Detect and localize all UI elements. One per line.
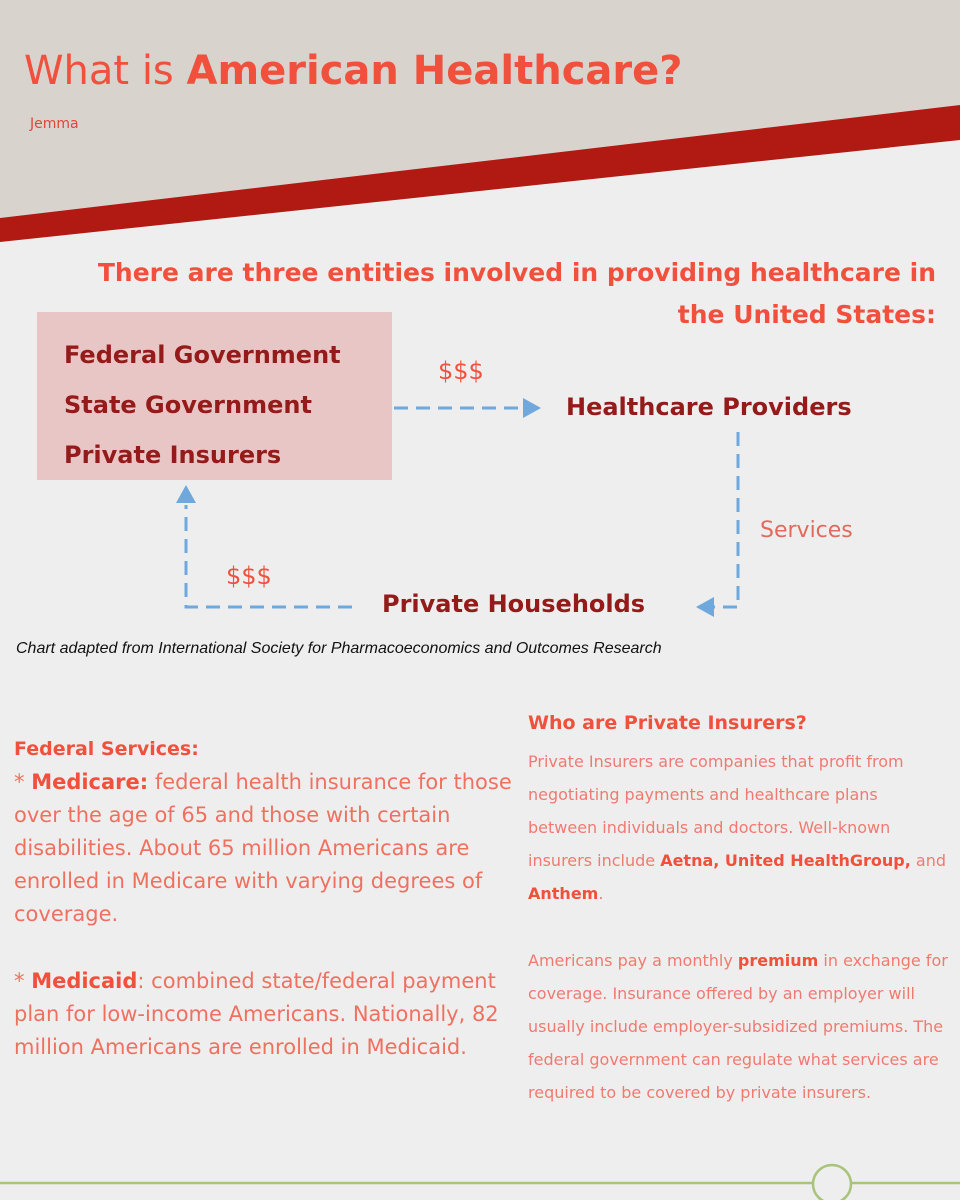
money-label-top: $$$ bbox=[438, 357, 484, 385]
author-name: Jemma bbox=[30, 116, 79, 132]
medicaid-paragraph: * Medicaid: combined state/federal payment plan for low-income Americans. Nationally, 82 million Americans are enrolled in Medicaid. bbox=[14, 969, 499, 1059]
payer-state-government: State Government bbox=[64, 391, 312, 419]
federal-services-heading: Federal Services: bbox=[14, 738, 199, 760]
intro-heading: There are three entities involved in providing healthcare in the United States: bbox=[97, 258, 936, 329]
node-private-households: Private Households bbox=[382, 590, 646, 618]
private-insurers-paragraph: Private Insurers are companies that profit from negotiating payments and healthcare plans between individuals and doctors. Well-known insurers include Aetna, United HealthGroup, and Anthem. bbox=[528, 752, 946, 903]
payer-federal-government: Federal Government bbox=[64, 341, 341, 369]
arrowhead-households bbox=[696, 597, 714, 617]
medicare-paragraph: * Medicare: federal health insurance for those over the age of 65 and those with certain disabilities. About 65 million Americans are enrolled in Medicare with varying degrees of coverage. bbox=[14, 770, 512, 926]
arrowhead-providers bbox=[523, 398, 541, 418]
footer-circle bbox=[813, 1165, 851, 1200]
payer-private-insurers: Private Insurers bbox=[64, 441, 282, 469]
arrowhead-payers bbox=[176, 485, 196, 503]
payers-box bbox=[37, 312, 392, 480]
arrow-providers-to-households bbox=[712, 432, 738, 607]
page-title: What is American Healthcare? bbox=[24, 48, 683, 94]
private-insurers-heading: Who are Private Insurers? bbox=[528, 712, 807, 734]
premium-paragraph: Americans pay a monthly premium in exchange for coverage. Insurance offered by an employer will usually include employer-subsidized premiums. The federal government can regulate what services are required to be covered by private insurers. bbox=[528, 951, 948, 1102]
node-healthcare-providers: Healthcare Providers bbox=[566, 393, 852, 421]
arrow-households-to-payers bbox=[186, 505, 352, 607]
services-label: Services bbox=[760, 518, 853, 543]
chart-source: Chart adapted from International Society for Pharmacoeconomics and Outcomes Research bbox=[16, 640, 662, 657]
money-label-bottom: $$$ bbox=[226, 562, 272, 590]
